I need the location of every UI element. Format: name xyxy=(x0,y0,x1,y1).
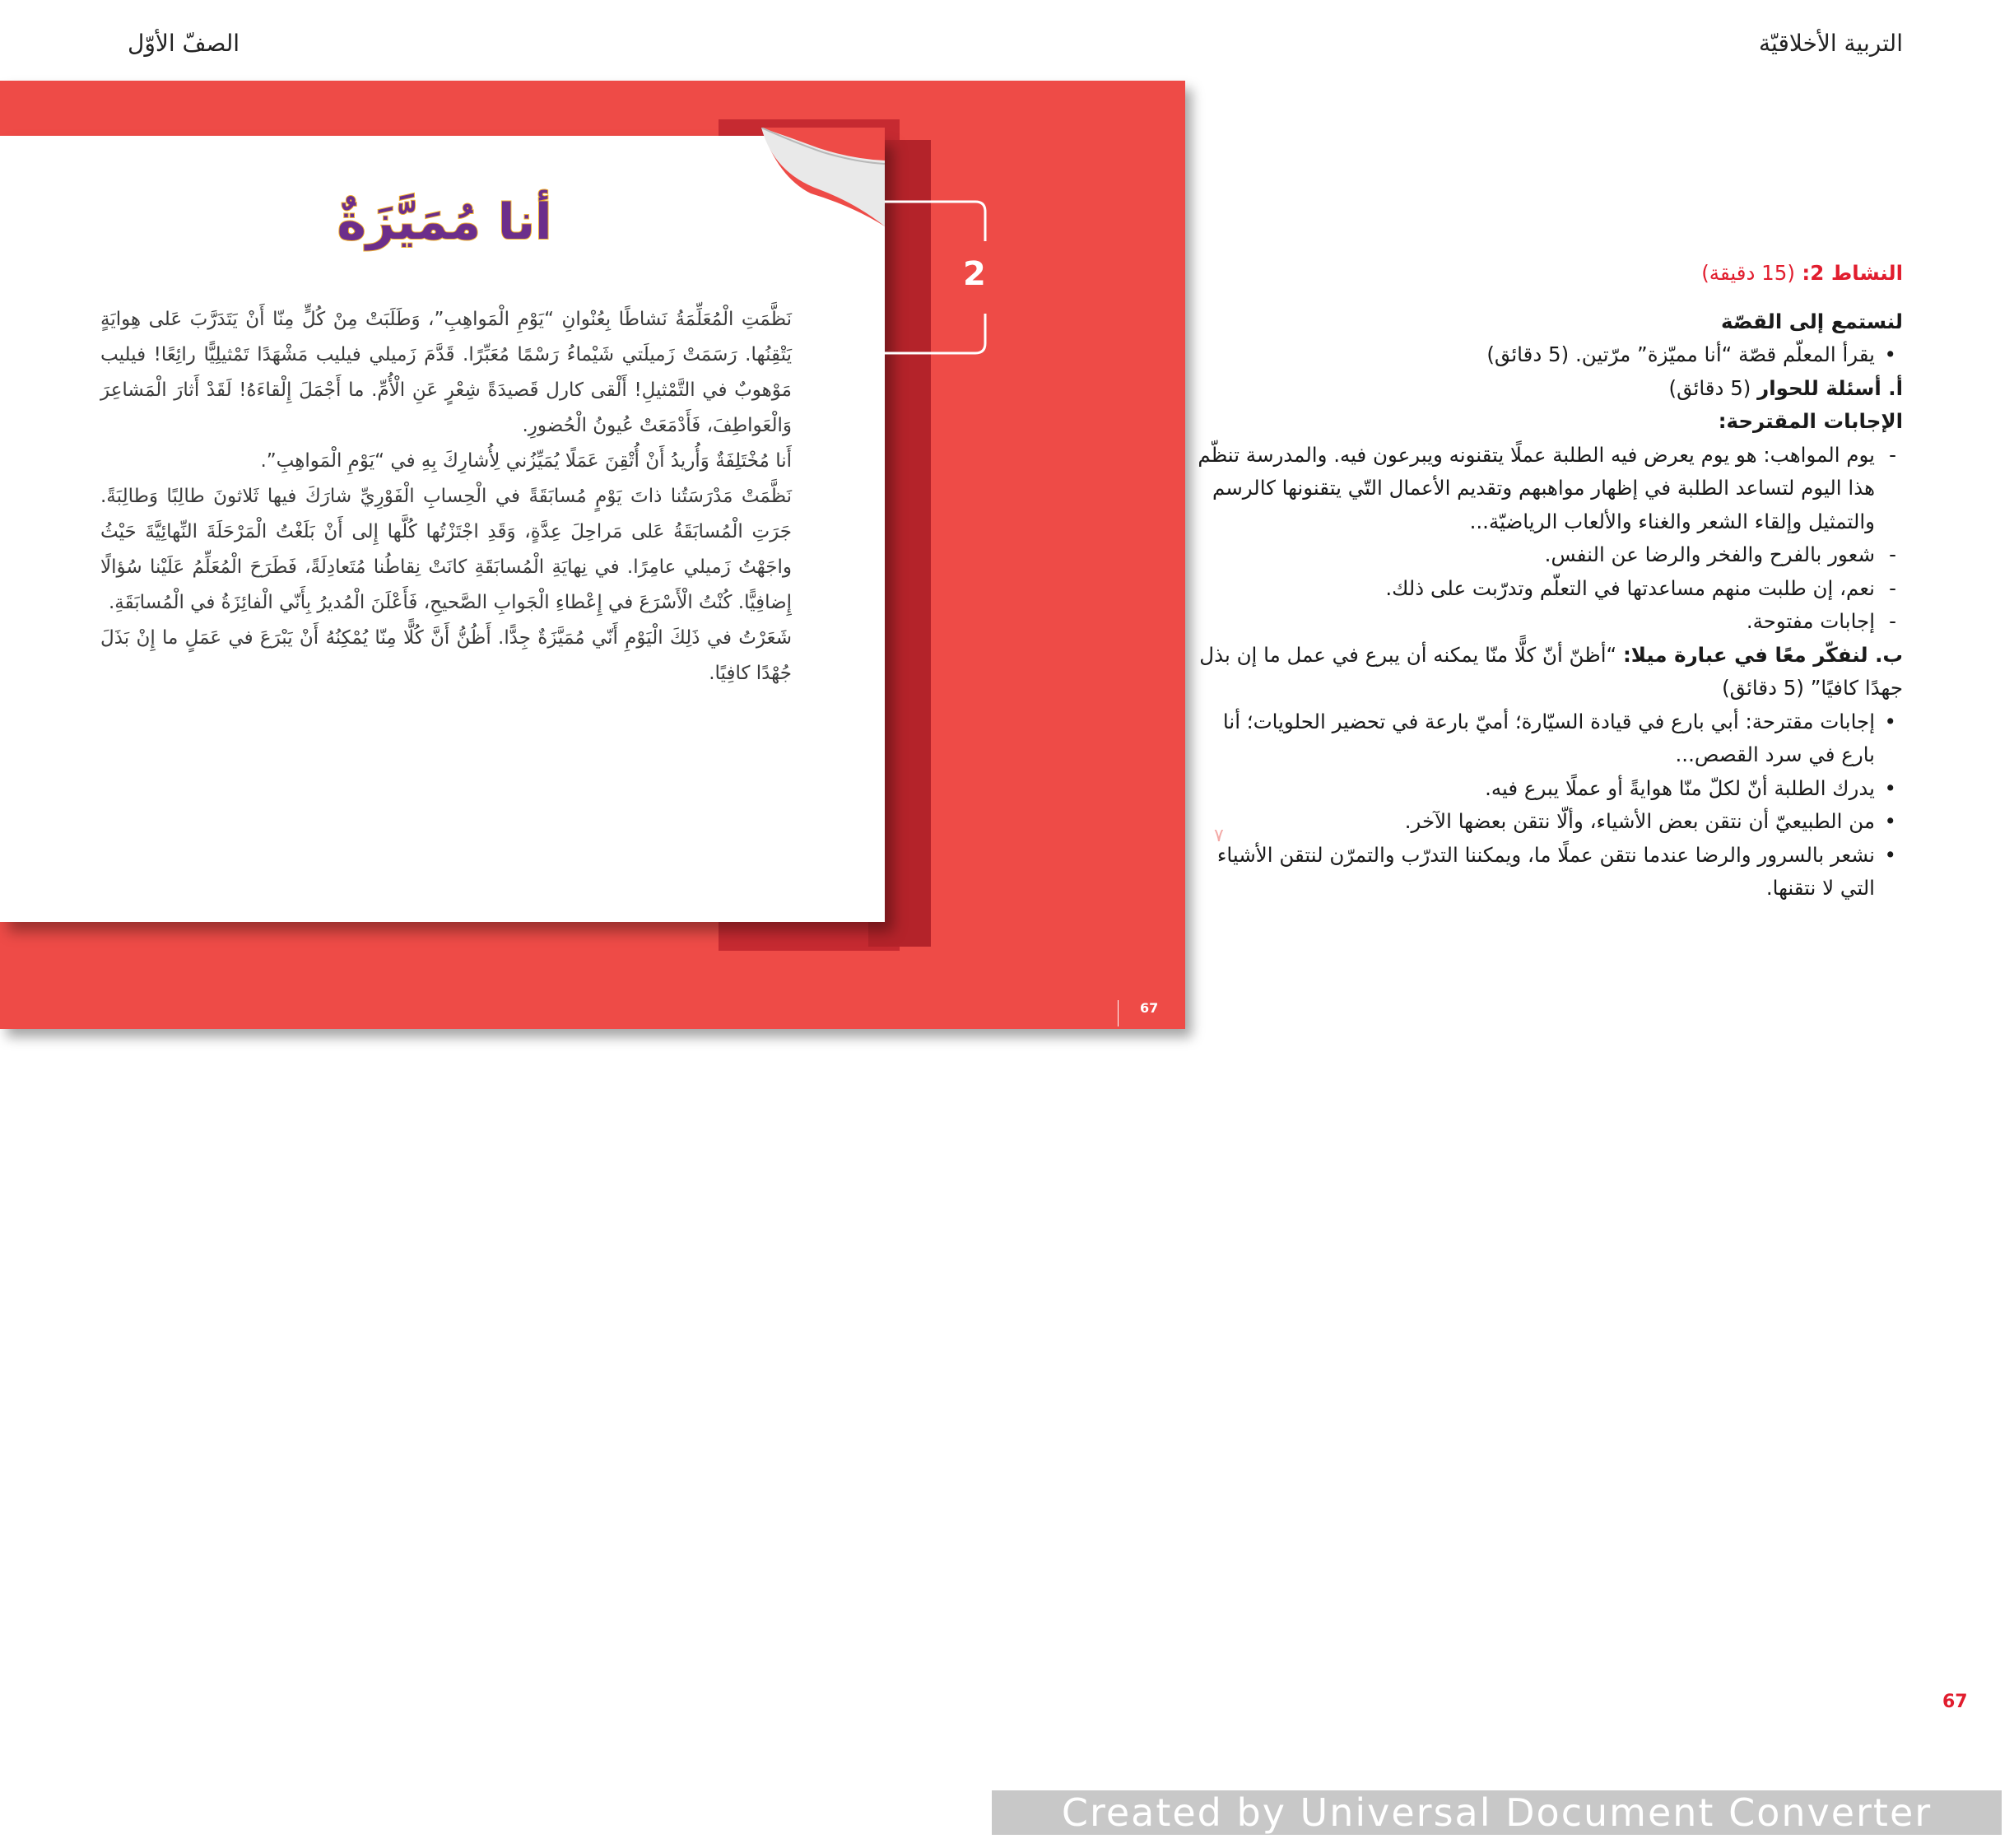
activity-label: النشاط 2: xyxy=(1802,261,1903,285)
answers-list xyxy=(1195,439,1903,639)
think-quote: “أظنّ أنّ كلًّا منّا يمكنه أن يبرع في عمل ما إن بذل جهدًا كافيًا” (5 دقائق) xyxy=(1199,642,1903,700)
answers-heading: الإجابات المقترحة: xyxy=(1718,409,1903,433)
activity-duration: (15 دقيقة) xyxy=(1701,261,1795,285)
story-text xyxy=(100,302,792,691)
think-list xyxy=(1195,705,1903,905)
list-item: • نشعر بالسرور والرضا عندما نتقن عملًا ما، ويمكننا التدرّب والتمرّن لنتقن الأشياء التي لا نتقنها. xyxy=(1195,839,1903,905)
story-paragraph: شَعَرْتُ في ذَلِكَ الْيَوْمِ أَنّي مُمَيَّزَةٌ جِدًّا. أَظُنُّ أَنَّ كُلًّا مِنّا يُمْكِنُهُ أَنْ يَبْرَعَ في عَمَلٍ ما إِنْ بَذَلَ جُهْدًا كافِيًا. xyxy=(100,627,792,684)
teacher-guide xyxy=(1195,257,1903,905)
list-item: - يوم المواهب: هو يوم يعرض فيه الطلبة عملًا يتقنونه ويبرعون فيه. والمدرسة تنظّم هذا اليوم لتساعد الطلبة في إظهار مواهبهم وتقديم الأعمال التّي يتقنونها كالرسم والتمثيل وإلقاء الشعر والغناء والألعاب الرياضيّة... xyxy=(1195,439,1903,539)
list-item: - شعور بالفرح والفخر والرضا عن النفس. xyxy=(1195,538,1903,572)
dialog-heading xyxy=(1195,372,1903,406)
student-page-number: 67 xyxy=(1140,1000,1159,1016)
story-paragraph: أَنا مُخْتَلِفَةٌ وَأُريدُ أَنْ أُتْقِنَ عَمَلًا يُمَيِّزُني لِأُشارِكَ بِهِ في “يَوْمِ الْمَواهِبِ”. xyxy=(260,450,792,472)
listen-list xyxy=(1195,338,1903,372)
list-item: • إجابات مقترحة: أبي بارع في قيادة السيّارة؛ أميّ بارعة في تحضير الحلويات؛ أنا بارع في سرد القصص... xyxy=(1195,705,1903,772)
story-paragraph: نَظَّمَتْ مَدْرَسَتُنا ذاتَ يَوْمٍ مُسابَقَةً في الْحِسابِ الْفَوْرِيِّ شارَكَ فيها ثَلاثونَ طالِبًا وَطالِبَةً. جَرَتِ الْمُسابَقَةُ عَلى مَراحِلَ عِدَّةٍ، وَقَدِ اجْتَزْتُها كُلَّها إِلى أَنْ بَلَغْتُ الْمَرْحَلَةَ النِّهائِيَّةَ حَيْثُ واجَهْتُ زَميلي عامِرًا. في نِهايَةِ الْمُسابَقَةِ كانَتْ نِقاطُنا مُتَعادِلَةً، فَطَرَحَ الْمُعَلِّمُ عَلَيْنا سُؤالًا إِضافِيًّا. كُنْتُ الْأَسْرَعَ في إِعْطاءِ الْجَوابِ الصَّحيحِ، فَأَعْلَنَ الْمُديرُ بِأَنّي الْفائِزَةُ في الْمُسابَقَةِ. xyxy=(100,486,792,613)
activity-heading xyxy=(1195,257,1903,291)
list-item: - إجابات مفتوحة. xyxy=(1195,605,1903,639)
story-paragraph: نَظَّمَتِ الْمُعَلِّمَةُ نَشاطًا بِعُنْوانِ “يَوْمِ الْمَواهِبِ”، وَطَلَبَتْ مِنْ كُلٍّ مِنّا أَنْ يَتَدَرَّبَ عَلى هِوايَةٍ يَتْقِنُها. رَسَمَتْ زَميلَتي شَيْماءُ رَسْمًا مُعَبِّرًا. قَدَّمَ زَميلي فيليب مَشْهَدًا تَمْثيلِيًّا رائِعًا! فيليب مَوْهوبٌ في التَّمْثيلِ! أَلْقى كارل قَصيدَةً شِعْرٍ عَنِ الْأُمِّ. ما أَجْمَلَ إِلْقاءَهُ! لَقَدْ أَثارَ الْمَشاعِرَ وَالْعَواطِفَ، فَأَدْمَعَتْ عُيونُ الْحُضورِ. xyxy=(100,309,792,436)
list-item: • يدرك الطلبة أنّ لكلّ منّا هوايةً أو عملًا يبرع فيه. xyxy=(1195,772,1903,806)
subject-label: التربية الأخلاقيّة xyxy=(1759,30,1903,57)
list-item: • من الطبيعيّ أن نتقن بعض الأشياء، وألّا نتقن بعضها الآخر. xyxy=(1195,805,1903,839)
grade-label: الصفّ الأوّل xyxy=(128,30,240,57)
lesson-tab-number: 2 xyxy=(963,255,986,293)
converter-watermark: Created by Universal Document Converter xyxy=(992,1790,2002,1835)
faint-page-mark: ٧ xyxy=(1214,826,1224,846)
list-item: - نعم، إن طلبت منهم مساعدتها في التعلّم وتدرّبت على ذلك. xyxy=(1195,572,1903,606)
page-curl-icon xyxy=(761,128,885,226)
footer-divider xyxy=(1118,1000,1119,1026)
listen-heading: لنستمع إلى القصّة xyxy=(1721,309,1903,333)
guide-page-number: 67 xyxy=(1942,1692,1968,1712)
dialog-duration: (5 دقائق) xyxy=(1668,375,1751,400)
dialog-label: أ. أسئلة للحوار xyxy=(1757,375,1903,400)
story-title: أنا مُمَيَّزَةٌ xyxy=(337,193,552,251)
think-heading xyxy=(1195,639,1903,705)
list-item: • يقرأ المعلّم قصّة “أنا مميّزة” مرّتين. (5 دقائق) xyxy=(1195,338,1903,372)
think-label: ب. لنفكّر معًا في عبارة ميلا: xyxy=(1623,642,1903,667)
